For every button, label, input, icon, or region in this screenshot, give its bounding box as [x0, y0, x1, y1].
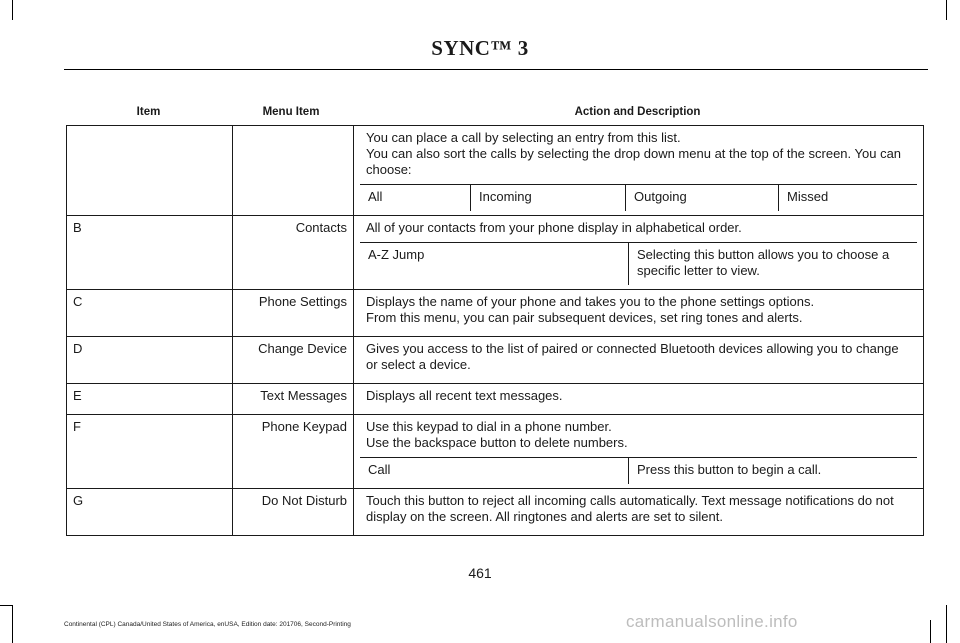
description-cell	[354, 489, 924, 536]
description-text: Use this keypad to dial in a phone number.	[366, 419, 612, 434]
table-row	[67, 489, 924, 536]
menu-table	[66, 125, 924, 536]
table-row	[67, 415, 924, 489]
table-row	[67, 290, 924, 337]
sub-label: A-Z Jump	[360, 243, 629, 286]
sub-description: Selecting this button allows you to choose a specific letter to view.	[629, 243, 918, 286]
description-cell	[354, 337, 924, 384]
header-rule	[64, 69, 928, 70]
crop-mark-bottom-right-h	[930, 620, 931, 643]
description-cell	[354, 216, 924, 290]
crop-mark-bottom-left-h	[0, 605, 13, 606]
menu-item-cell: Phone Settings	[233, 290, 354, 337]
option-missed: Missed	[779, 185, 918, 212]
sub-table	[360, 457, 917, 484]
item-cell	[67, 126, 233, 216]
option-outgoing: Outgoing	[626, 185, 779, 212]
item-cell: C	[67, 290, 233, 337]
sub-row	[360, 243, 917, 286]
table-row	[67, 126, 924, 216]
description-text: All of your contacts from your phone display in alphabetical order.	[366, 220, 742, 235]
option-all: All	[360, 185, 471, 212]
description-text: From this menu, you can pair subsequent devices, set ring tones and alerts.	[366, 310, 803, 325]
crop-mark-bottom-right	[946, 605, 947, 643]
item-cell: F	[67, 415, 233, 489]
menu-item-cell: Text Messages	[233, 384, 354, 415]
watermark: carmanualsonline.info	[626, 612, 798, 631]
sub-row	[360, 185, 917, 212]
description-text: Gives you access to the list of paired or connected Bluetooth devices allowing you to change or select a device.	[366, 341, 899, 372]
page-number: 461	[468, 565, 492, 581]
menu-item-cell: Change Device	[233, 337, 354, 384]
item-cell: B	[67, 216, 233, 290]
page-title: SYNC™ 3	[431, 36, 529, 60]
table-row	[67, 337, 924, 384]
sub-table	[360, 242, 917, 285]
menu-item-cell: Do Not Disturb	[233, 489, 354, 536]
description-text: Displays the name of your phone and takes you to the phone settings options.	[366, 294, 815, 309]
description-text: Displays all recent text messages.	[366, 388, 563, 403]
item-cell: G	[67, 489, 233, 536]
footer-edition-text: Continental (CPL) Canada/United States of America, enUSA, Edition date: 201706, Second-Printing	[64, 621, 351, 628]
sub-table	[360, 184, 917, 211]
description-cell	[354, 415, 924, 489]
option-incoming: Incoming	[471, 185, 626, 212]
table-row	[67, 216, 924, 290]
sub-row	[360, 458, 917, 485]
menu-item-cell: Phone Keypad	[233, 415, 354, 489]
menu-item-cell	[233, 126, 354, 216]
column-header-item: Item	[136, 106, 161, 118]
crop-mark-top-right	[946, 0, 947, 20]
crop-mark-bottom-left	[12, 605, 13, 643]
item-cell: D	[67, 337, 233, 384]
description-cell	[354, 290, 924, 337]
column-header-menu-item: Menu Item	[262, 106, 320, 118]
menu-item-cell: Contacts	[233, 216, 354, 290]
sub-label: Call	[360, 458, 629, 485]
description-cell	[354, 126, 924, 216]
description-text: Touch this button to reject all incoming calls automatically. Text message notifications do not display on the screen. All ringtones and alerts are set to silent.	[366, 493, 894, 524]
description-cell	[354, 384, 924, 415]
crop-mark-top-left	[12, 0, 13, 20]
item-cell: E	[67, 384, 233, 415]
description-text: You can place a call by selecting an entry from this list.	[366, 130, 681, 145]
sub-description: Press this button to begin a call.	[629, 458, 918, 485]
column-header-action-description: Action and Description	[574, 106, 701, 118]
table-row	[67, 384, 924, 415]
description-text: Use the backspace button to delete numbers.	[366, 435, 628, 450]
description-text: You can also sort the calls by selecting the drop down menu at the top of the screen. You can choose:	[366, 146, 902, 177]
